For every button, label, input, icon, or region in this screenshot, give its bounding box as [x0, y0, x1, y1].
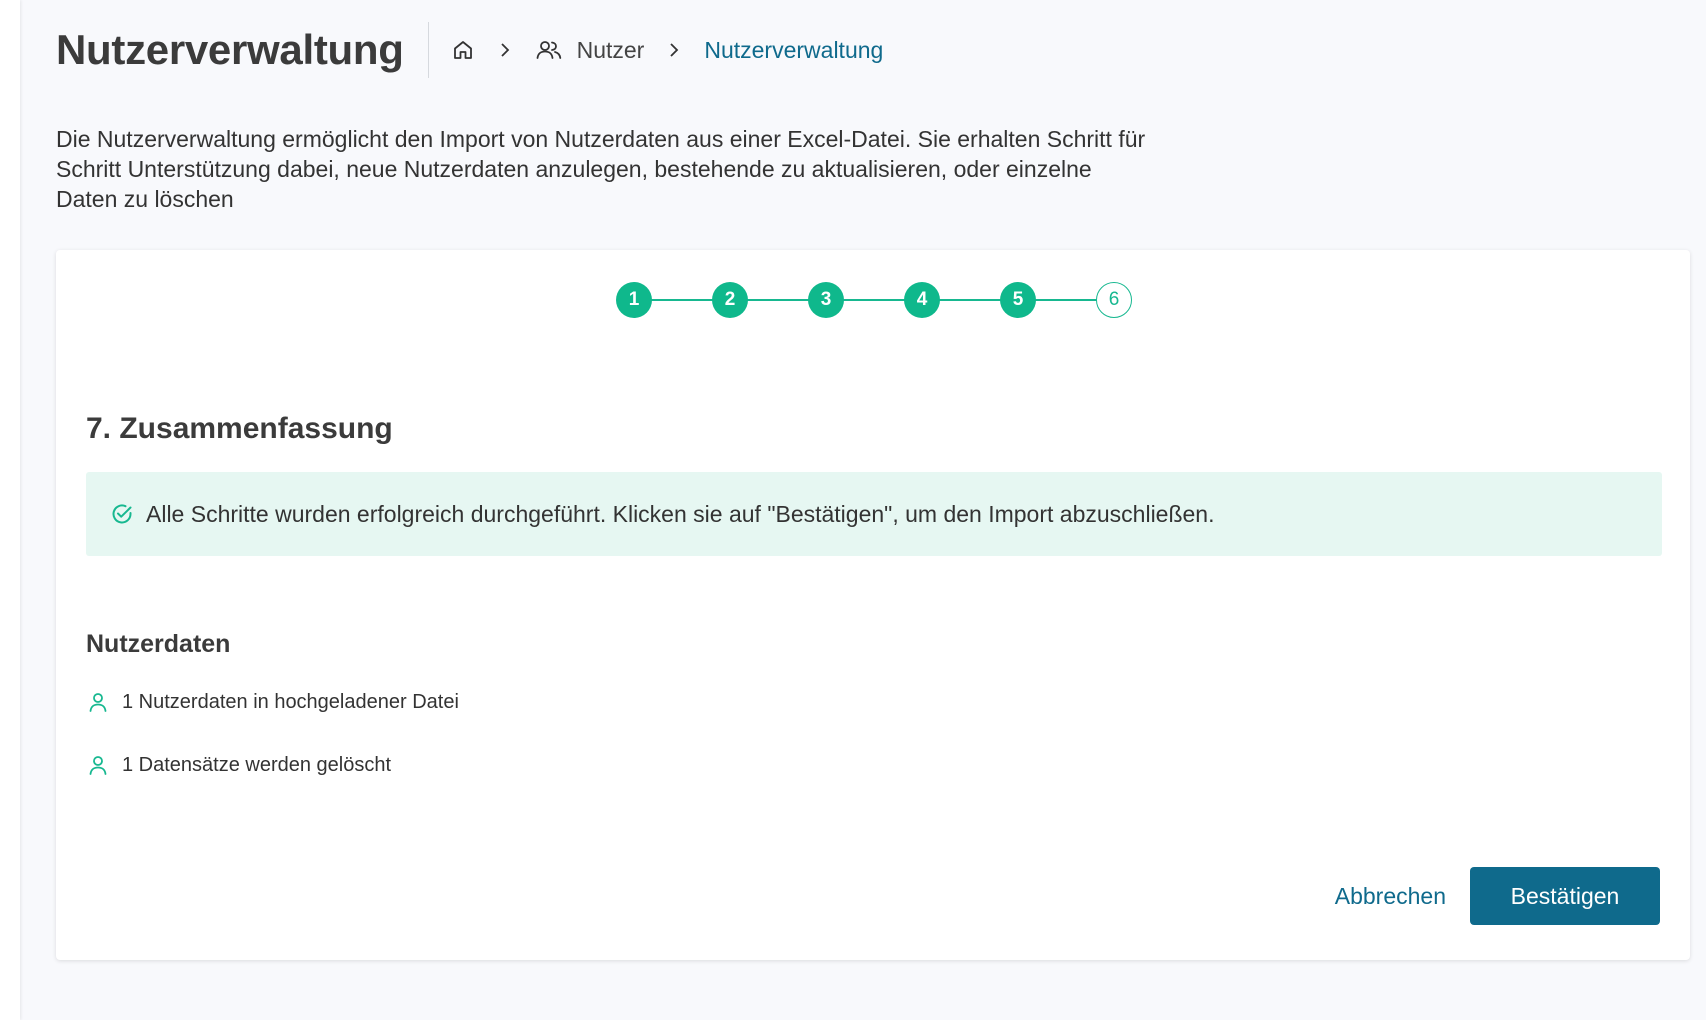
breadcrumb-label: Nutzer — [576, 36, 645, 63]
step-2[interactable]: 2 — [712, 282, 748, 318]
user-data-title: Nutzerdaten — [86, 630, 231, 658]
home-icon[interactable] — [451, 38, 475, 62]
stat-text: 1 Datensätze werden gelöscht — [122, 753, 392, 776]
user-icon — [86, 753, 110, 777]
step-4[interactable]: 4 — [904, 282, 940, 318]
chevron-right-icon — [666, 42, 682, 58]
success-alert — [86, 472, 1662, 556]
step-6[interactable]: 6 — [1096, 282, 1132, 318]
sidebar-edge — [0, 0, 20, 1020]
step-5[interactable]: 5 — [1000, 282, 1036, 318]
stepper-line — [636, 299, 1116, 301]
alert-message: Alle Schritte wurden erfolgreich durchgeführt. Klicken sie auf "Bestätigen", um den Import abzuschließen. — [146, 500, 1215, 527]
check-circle-icon — [110, 502, 134, 526]
stat-text: 1 Nutzerdaten in hochgeladener Datei — [122, 690, 459, 713]
chevron-right-icon — [497, 42, 513, 58]
users-icon — [535, 38, 563, 62]
user-icon — [86, 690, 110, 714]
stat-deleted — [86, 753, 391, 777]
page-title: Nutzerverwaltung — [56, 22, 429, 78]
step-1[interactable]: 1 — [616, 282, 652, 318]
import-wizard-card — [56, 250, 1690, 960]
intro-text: Die Nutzerverwaltung ermöglicht den Import von Nutzerdaten aus einer Excel-Datei. Sie erhalten Schritt für Schritt Unterstützung dabei, neue Nutzerdaten anzulegen, bestehende zu aktualisieren, oder einzelne Daten zu löschen — [56, 126, 1146, 212]
page-header — [56, 22, 883, 78]
breadcrumb-item-current[interactable]: Nutzerverwaltung — [704, 36, 884, 63]
breadcrumb-item-nutzer[interactable] — [535, 37, 645, 64]
step-3[interactable]: 3 — [808, 282, 844, 318]
cancel-button[interactable]: Abbrechen — [1334, 883, 1446, 909]
breadcrumb — [451, 37, 884, 64]
wizard-stepper — [616, 280, 1156, 320]
confirm-button[interactable]: Bestätigen — [1470, 867, 1660, 925]
stat-uploaded — [86, 690, 459, 714]
summary-title: 7. Zusammenfassung — [86, 412, 393, 445]
